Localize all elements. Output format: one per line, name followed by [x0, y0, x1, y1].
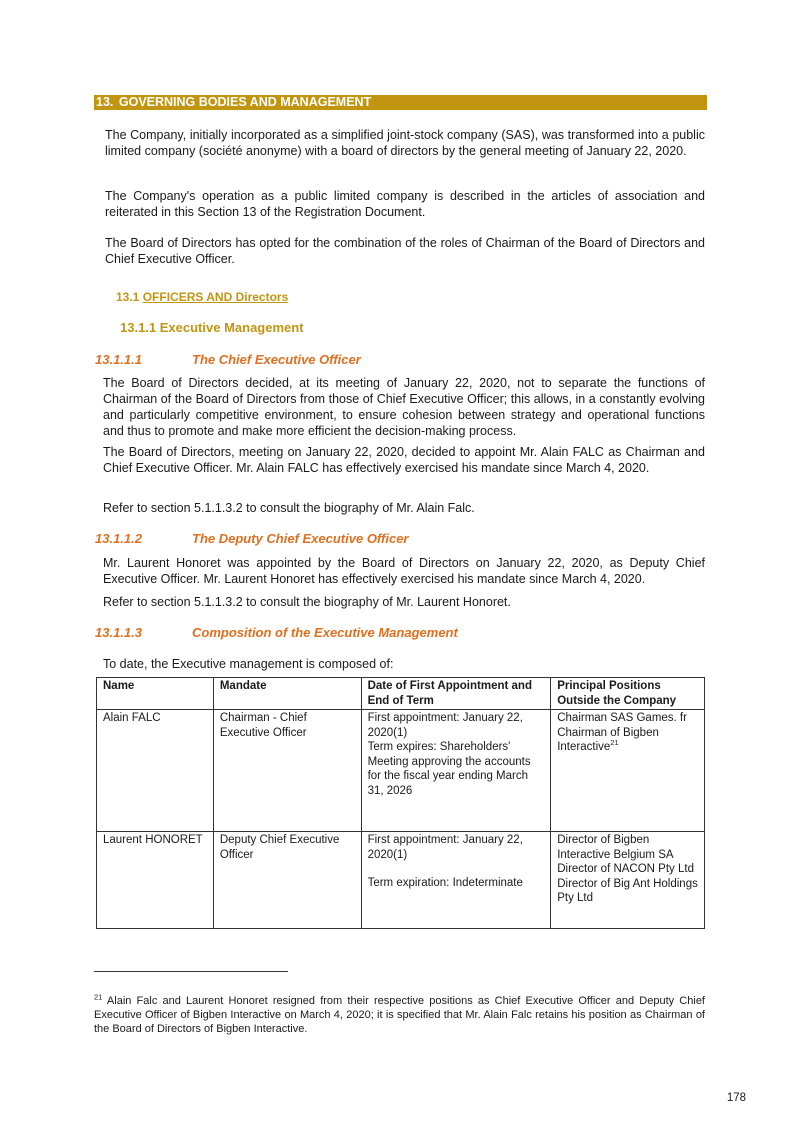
- cell-date: [361, 710, 551, 832]
- section-heading: [94, 95, 707, 110]
- cell-name: Alain FALC: [97, 710, 214, 832]
- deputy-paragraph-1: Mr. Laurent Honoret was appointed by the Board of Directors on January 22, 2020, as Deputy Chief Executive Officer. Mr. Laurent Honoret has effectively exercised his mandate since March 4, 2020.: [103, 556, 705, 586]
- footnote-text: Alain Falc and Laurent Honoret resigned from their respective positions as Chief Executive Officer and Deputy Chief Executive Officer of Bigben Interactive on March 4, 2020; it is specified that Mr. Alain Falc retains his position as Chairman of the Board of Directors of Bigben Interactive.: [94, 995, 705, 1035]
- cell-mandate: Chairman - Chief Executive Officer: [213, 710, 361, 832]
- intro-paragraph-2: The Company's operation as a public limited company is described in the articles of association and reiterated in this Section 13 of the Registration Document.: [105, 189, 705, 219]
- subsection-heading: [116, 290, 288, 304]
- section-title: GOVERNING BODIES AND MANAGEMENT: [118, 95, 372, 109]
- deputy-heading-number: 13.1.1.2: [95, 531, 142, 546]
- composition-heading-title: Composition of the Executive Management: [192, 625, 458, 640]
- column-header-date: Date of First Appointment and End of Term: [361, 678, 551, 710]
- cell-positions: [551, 832, 705, 929]
- subsection-number: 13.1: [116, 290, 140, 304]
- composition-lead: To date, the Executive management is composed of:: [103, 657, 394, 671]
- date-first-appointment: First appointment: January 22, 2020(1): [367, 712, 523, 739]
- intro-paragraph-1: The Company, initially incorporated as a simplified joint-stock company (SAS), was transformed into a public limited company (société anonyme) with a board of directors by the general meeting of January 22, 2020.: [105, 128, 705, 158]
- composition-heading-number: 13.1.1.3: [95, 625, 142, 640]
- cell-positions: [551, 710, 705, 832]
- column-header-positions: Principal Positions Outside the Company: [551, 678, 705, 710]
- ceo-heading: [95, 352, 361, 367]
- executive-management-table: [96, 677, 705, 929]
- section-number: 13.: [96, 95, 114, 109]
- footnote-number: 21: [94, 992, 103, 1002]
- composition-heading: [95, 625, 458, 640]
- date-first-appointment: First appointment: January 22, 2020(1): [367, 834, 523, 861]
- date-term-end: Term expiration: Indeterminate: [367, 877, 523, 889]
- ceo-paragraph-2: The Board of Directors, meeting on January 22, 2020, decided to appoint Mr. Alain FALC as Chairman and Chief Executive Officer. Mr. Alain FALC has effectively exercised his mandate since March 4, 2020.: [103, 445, 705, 475]
- ceo-heading-title: The Chief Executive Officer: [192, 352, 361, 367]
- cell-date: [361, 832, 551, 929]
- cell-mandate: Deputy Chief Executive Officer: [213, 832, 361, 929]
- ceo-paragraph-3: Refer to section 5.1.1.3.2 to consult the biography of Mr. Alain Falc.: [103, 501, 475, 515]
- table-row: [97, 832, 705, 929]
- footnote-separator: [94, 971, 288, 972]
- position-item: Director of Bigben Interactive Belgium SA: [557, 834, 674, 861]
- deputy-paragraph-2: Refer to section 5.1.1.3.2 to consult the biography of Mr. Laurent Honoret.: [103, 595, 511, 609]
- page-number: 178: [726, 1092, 746, 1104]
- deputy-heading-title: The Deputy Chief Executive Officer: [192, 531, 409, 546]
- table-header-row: [97, 678, 705, 710]
- sub-subsection-heading: 13.1.1 Executive Management: [120, 320, 304, 335]
- position-item: Chairman SAS Games. fr: [557, 712, 687, 724]
- footnote: [94, 994, 705, 1036]
- footnote-reference[interactable]: 21: [610, 738, 619, 748]
- position-item: Director of Big Ant Holdings Pty Ltd: [557, 877, 698, 904]
- table-row: [97, 710, 705, 832]
- position-item: Director of NACON Pty Ltd: [557, 863, 694, 875]
- intro-paragraph-3: The Board of Directors has opted for the combination of the roles of Chairman of the Board of Directors and Chief Executive Officer.: [105, 236, 705, 266]
- cell-name: Laurent HONORET: [97, 832, 214, 929]
- subsection-title-link[interactable]: OFFICERS AND Directors: [142, 290, 289, 304]
- column-header-name: Name: [97, 678, 214, 710]
- column-header-mandate: Mandate: [213, 678, 361, 710]
- ceo-paragraph-1: The Board of Directors decided, at its meeting of January 22, 2020, not to separate the functions of Chairman of the Board of Directors from those of Chief Executive Officer; this allows, in a constantly evolving and particularly competitive environment, to ensure cohesion between strategy and operational functions and thus to promote and make more efficient the decision-making process.: [103, 376, 705, 438]
- date-term-end: Term expires: Shareholders' Meeting approving the accounts for the fiscal year ending March 31, 2026: [367, 741, 531, 797]
- deputy-heading: [95, 531, 409, 546]
- ceo-heading-number: 13.1.1.1: [95, 352, 142, 367]
- position-item: Chairman of Bigben Interactive$^{21}$: [557, 726, 659, 753]
